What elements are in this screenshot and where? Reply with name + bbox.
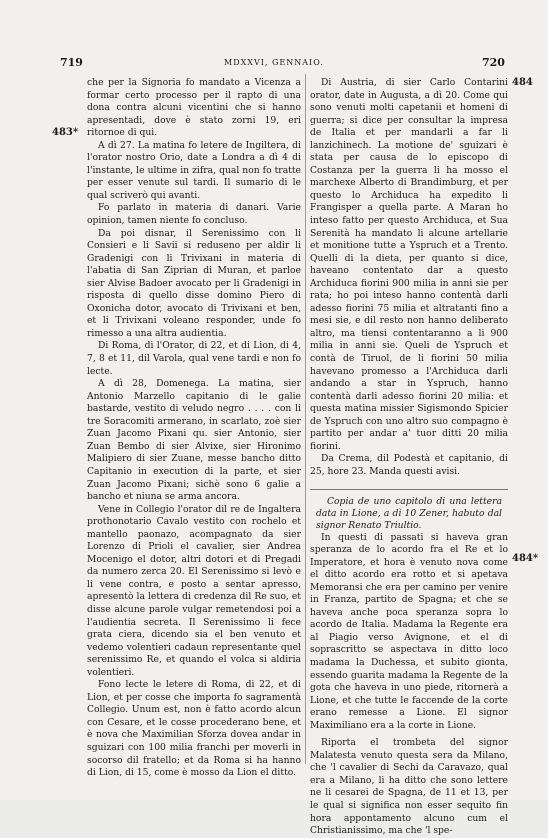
running-title: MDXXVI, GENNAIO. <box>224 58 324 67</box>
margin-ref-right-bottom: 484* <box>512 553 539 564</box>
page-number-left: 719 <box>60 56 83 69</box>
page-header <box>0 56 548 72</box>
left-column <box>87 77 301 779</box>
paragraph: Da Crema, dil Podestà et capitanio, di 25, hore 23. Manda questi avisi. <box>310 453 508 477</box>
paragraph: Riporta el trombeta del signor Malatesta venuto questa sera da Milano, che 'l cavalier di Sechi da Caravazo, qual era a Milano, li ha ditto che sono lettere ne li cesarei de Spagna, de 11 et 13, per le qual si significa non esser sequito fin hora appontamento alcuno cum el Christianissimo, ma che 'l spe- <box>310 737 508 837</box>
paragraph: Di Austria, di sier Carlo Contarini orator, date in Augusta, a dì 20. Come qui sono venuti molti capetanii et homeni di guerra; si dice per consultar la impresa de Italia et per mandarli a far li lanzichinech. La motione de' sguizari è stata per causa de lo episcopo di Costanza per la guerra li ha mosso el marchexe Alberto di Brandimburg, et per questo lo Archiduca ha expedito li Frangisper a quella parte. A Maran ho inteso fatto per questo Archiduca, et Sua Serenità ha mandato li alcune artellarie et monitione tutte a Yspruch et a Trento. Quelli di la dieta, per quanto si dice, haveano contentato dar a questo Archiduca fiorini 900 milia in anni sie per rata; ho poi inteso hanno contentà darli adesso fiorini 75 milia et altratanti fino a mesi sie, e dil resto non hanno deliberato altro, ma tiensi contentaranno a li 900 milia in anni sie. Queli de Yspruch et contà de Tiruol, de li fiorini 50 milia havevano promesso a l'Archiduca darli andando a star in Yspruch, hanno contentà darli adesso fiorini 20 milia: et questa matina missier Sigismondo Spicier de Yspruch con uno altro suo compagno è partito per andar a' tuor ditti 20 milia fiorini. <box>310 77 508 452</box>
right-column <box>310 77 508 837</box>
column-divider <box>305 74 306 764</box>
paragraph: Da poi disnar, il Serenissimo con li Consieri e li Savii si reduseno per aldir li Gradenigi con li Trivixani in materia di l'abatia di San Ziprian di Muran, et parloe sier Alvise Badoer avocato per li Gradenigi in risposta di quello disse domino Piero di Oxonicha dotor, avocato di Trivixani et ben, et li Trivixani voleano responder, unde fo rimesso a una altra audientia. <box>87 227 301 339</box>
page-number-right: 720 <box>482 56 505 69</box>
margin-ref-left: 483* <box>52 127 79 138</box>
paragraph: Di Roma, di l'Orator, di 22, et di Lion, di 4, 7, 8 et 11, dil Varola, qual vene tardi e non fo lecte. <box>87 340 301 377</box>
paragraph: In questi di passati si haveva gran speranza de lo acordo fra el Re et lo Imperatore, et hora è venuto nova come el ditto acordo era rotto et si apetava Memoransi che era per camino per venire in Franza, partito de Spagna; et che se haveva anche poca speranza sopra lo acordo de Italia. Madama la Regente era al Piagio verso Avignone, et el di soprascritto se aspectava in ditto loco madama la Duchessa, et subito gionta, essendo guarita madama la Regente de la gota che haveva in uno piede, ritornerà a Lione, et che tutte le faccende de la corte erano remesse a Lione. El signor Maximiliano era a la corte in Lione. <box>310 531 508 731</box>
paragraph: Fono lecte le letere di Roma, di 22, et di Lion, et per cosse che importa fo sagramentà Collegio. Unum est, non è fatto acordo alcun con Cesare, et le cosse procederano bene, et è nova che Maximilian Sforza dovea andar in sguizari con 100 milia franchi per moverli in socorso dil fratello; et da Roma si ha hanno di Lion, di 15, come è mosso da Lion el ditto. <box>87 679 301 779</box>
paragraph: Vene in Collegio l'orator dil re de Ingaltera prothonotario Cavalo vestito con rochelo et mantello paonazo, acompagnato da sier Lorenzo di Prioli el cavalier, sier Andrea Mocenigo el dotor, altri dotori et di Pregadi da numero zerca 20. El Serenissimo si levò e li vene contra, e posto a sentar apresso, apresentò la lettera di credenza dil Re suo, et disse alcune parole vulgar remetendosi poi a l'audientia secreta. Il Serenissimo li fece grata ciera, dicendo sia el ben venuto et vedemo volentieri cadaun representante quel serenissimo Re, et quando el volca si aldiria volentieri. <box>87 503 301 678</box>
paragraph: A dì 28, Domenega. La matina, sier Antonio Marzello capitanio di le galie bastarde, vestito di veludo negro . . . . con li tre Soracomiti armerano, in scarlato, zoè sier Zuan Jacomo Pixani qu. sier Antonio, sier Zuan Bembo di sier Alvixe, sier Hironimo Malipiero di sier Zuane, messe bancho ditto Capitanio in execution di la parte, et sier Zuan Jacomo Pixani; sichè sono 6 galie a bancho et niuna se arma ancora. <box>87 378 301 503</box>
paragraph: A dì 27. La matina fo letere de Ingiltera, di l'orator nostro Orio, date a Londra a dì 4 di l'instante, le ultime in zifra, qual non fo tratte per esser venute sul tardi. Il sumario di le qual scriverò qui avanti. <box>87 139 301 201</box>
section-rule <box>310 489 508 490</box>
margin-ref-right-top: 484 <box>512 77 533 88</box>
copia-heading: Copia de uno capitolo di una lettera data in Lione, a dì 10 Zener, habuto dal signor Renato Triultio. <box>316 495 502 531</box>
paragraph: Fo parlato in materia di danari. Varie opinion, tamen niente fo concluso. <box>87 202 301 227</box>
paragraph: che per la Signoria fo mandato a Vicenza a formar certo processo per il rapto di una dona contra alcuni vicentini che si hanno apresentadi, dove è stato zorni 19, eri ritornoe di qui. <box>87 77 301 139</box>
